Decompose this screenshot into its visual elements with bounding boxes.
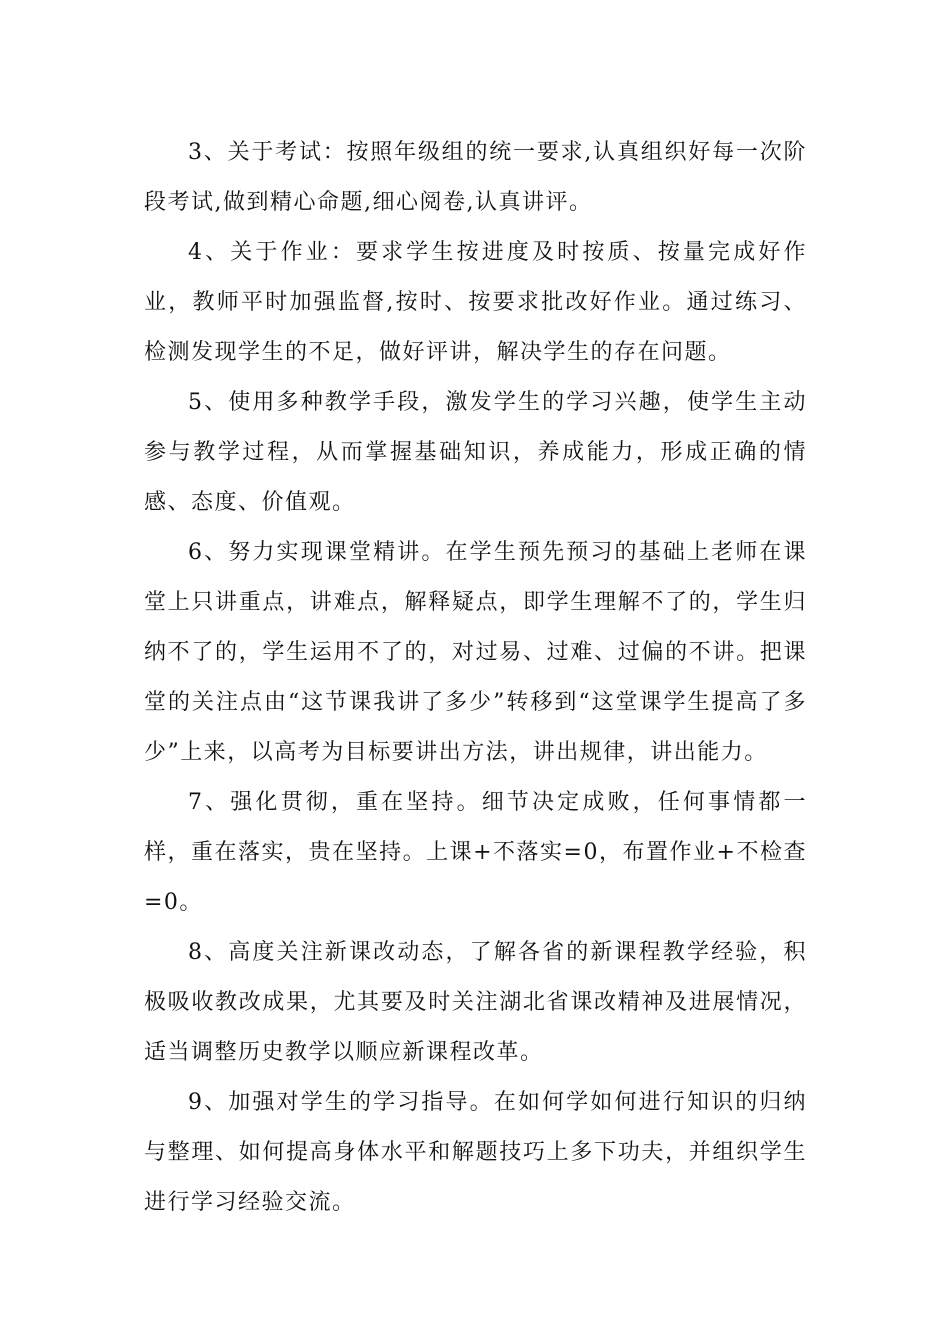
paragraph-item-5: 5、使用多种教学手段，激发学生的学习兴趣，使学生主动参与教学过程，从而掌握基础知识，养成能力，形成正确的情感、态度、价值观。	[144, 390, 807, 515]
paragraph-item-8: 8、高度关注新课改动态，了解各省的新课程教学经验，积极吸收教改成果，尤其要及时关注湖北省课改精神及进展情况，适当调整历史教学以顺应新课程改革。	[144, 940, 807, 1065]
paragraph-item-7: 7、强化贯彻，重在坚持。细节决定成败，任何事情都一样，重在落实，贵在坚持。上课+不落实=0，布置作业+不检查=0。	[144, 790, 807, 915]
paragraph-item-9: 9、加强对学生的学习指导。在如何学如何进行知识的归纳与整理、如何提高身体水平和解题技巧上多下功夫，并组织学生进行学习经验交流。	[144, 1090, 807, 1215]
paragraph-item-6: 6、努力实现课堂精讲。在学生预先预习的基础上老师在课堂上只讲重点，讲难点，解释疑点，即学生理解不了的，学生归纳不了的，学生运用不了的，对过易、过难、过偏的不讲。把课堂的关注点由“这节课我讲了多少”转移到“这堂课学生提高了多少”上来，以高考为目标要讲出方法，讲出规律，讲出能力。	[144, 540, 807, 765]
document-body	[144, 128, 807, 1228]
paragraph-item-4: 4、关于作业：要求学生按进度及时按质、按量完成好作业，教师平时加强监督,按时、按要求批改好作业。通过练习、检测发现学生的不足，做好评讲，解决学生的存在问题。	[144, 240, 807, 365]
paragraph-item-3: 3、关于考试：按照年级组的统一要求,认真组织好每一次阶段考试,做到精心命题,细心阅卷,认真讲评。	[144, 140, 807, 215]
